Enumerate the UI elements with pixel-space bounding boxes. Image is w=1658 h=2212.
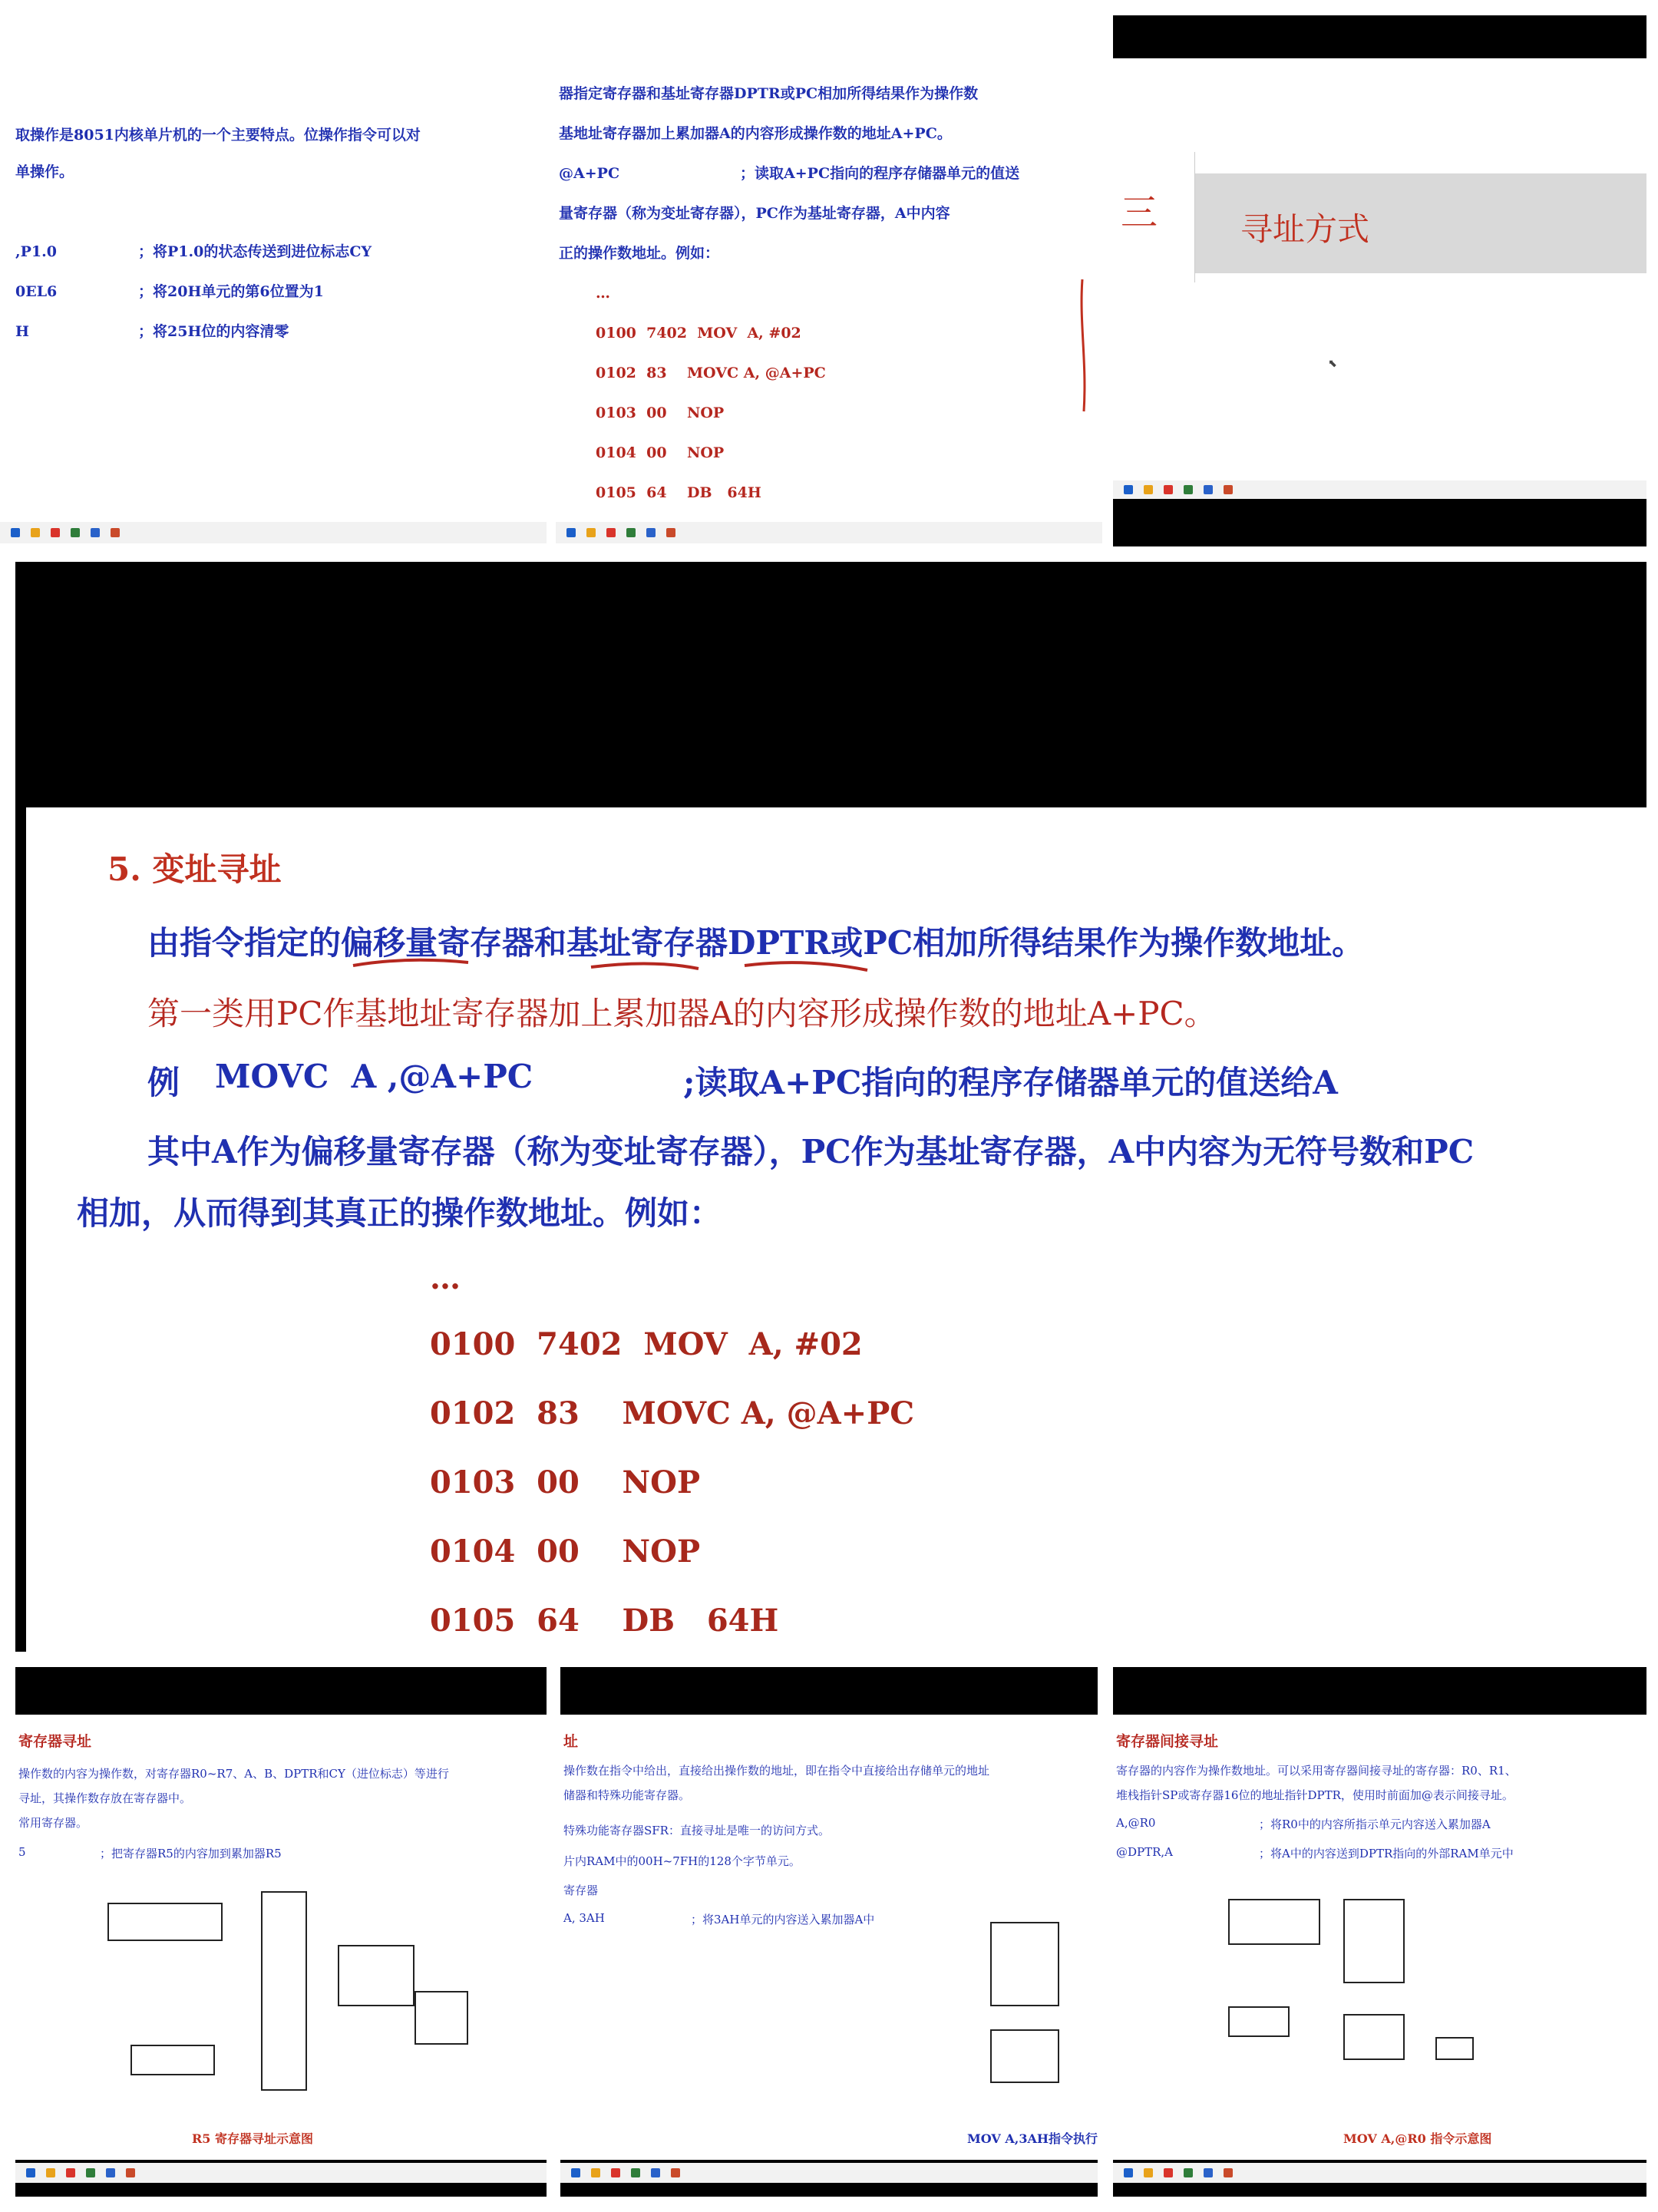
- text-line: ；将25H位的内容清零: [138, 323, 289, 340]
- text-line: @DPTR,A: [1116, 1845, 1174, 1859]
- diagram-box: [261, 1891, 307, 2091]
- example-label: 例: [147, 1064, 180, 1101]
- text-line: A, 3AH: [563, 1911, 605, 1925]
- app-icon[interactable]: [606, 528, 616, 537]
- app-icon[interactable]: [46, 2168, 55, 2177]
- code-line: 0105 64 DB 64H: [430, 1603, 779, 1639]
- app-icon[interactable]: [626, 528, 636, 537]
- app-icon[interactable]: [631, 2168, 640, 2177]
- text-line: 寄存器: [563, 1884, 599, 1897]
- text-line: 5: [18, 1845, 26, 1859]
- app-icon[interactable]: [1204, 485, 1213, 494]
- app-icon[interactable]: [611, 2168, 620, 2177]
- code-line: …: [430, 1260, 461, 1296]
- app-icon[interactable]: [31, 528, 40, 537]
- paragraph: 相加，从而得到其真正的操作数地址。例如：: [77, 1194, 722, 1232]
- slide-area: [1113, 1715, 1646, 2160]
- text-line: ；将P1.0的状态传送到进位标志CY: [138, 243, 372, 260]
- taskbar: [560, 2163, 1098, 2183]
- slide-area: [1113, 58, 1646, 496]
- text-line: ；读取A+PC指向的程序存储器单元的值送: [740, 165, 1020, 182]
- app-icon[interactable]: [1144, 2168, 1153, 2177]
- taskbar: [15, 2163, 547, 2183]
- app-icon[interactable]: [1184, 485, 1193, 494]
- diagram-caption: MOV A,3AH指令执行: [967, 2131, 1098, 2146]
- section-banner: [1113, 173, 1646, 273]
- diagram-box: [414, 1991, 468, 2045]
- app-icon[interactable]: [106, 2168, 115, 2177]
- diagram-box: [990, 1922, 1059, 2006]
- slide-title: 寄存器间接寻址: [1116, 1733, 1219, 1750]
- app-icon[interactable]: [71, 528, 80, 537]
- app-icon[interactable]: [111, 528, 120, 537]
- text-line: 正的操作数地址。例如：: [559, 245, 720, 262]
- text-line: H: [15, 323, 29, 340]
- text-line: 基地址寄存器加上累加器A的内容形成操作数的地址A+PC。: [559, 125, 952, 142]
- section-title: 寻址方式: [1240, 210, 1370, 248]
- cursor-icon: ⬉: [1328, 358, 1337, 370]
- diagram-box: [338, 1945, 414, 2006]
- app-icon[interactable]: [1144, 485, 1153, 494]
- annotation-stroke: [1078, 276, 1093, 414]
- paragraph: 由指令指定的偏移量寄存器和基址寄存器DPTR或PC相加所得结果作为操作数地址。: [147, 924, 1365, 962]
- text-line: 操作数的内容为操作数，对寄存器R0~R7、A、B、DPTR和CY（进位标志）等进行: [18, 1767, 449, 1781]
- diagram-box: [990, 2029, 1059, 2083]
- text-line: 储器和特殊功能寄存器。: [563, 1788, 691, 1802]
- app-icon[interactable]: [1224, 485, 1233, 494]
- text-line: @A+PC: [559, 165, 620, 182]
- thumbnail-indirect-addressing[interactable]: [1113, 1667, 1646, 2197]
- text-line: A,@R0: [1116, 1816, 1156, 1830]
- code-line: 0103 00 NOP: [596, 404, 725, 421]
- app-icon[interactable]: [671, 2168, 680, 2177]
- thumbnail-register-addressing[interactable]: [15, 1667, 547, 2197]
- app-icon[interactable]: [66, 2168, 75, 2177]
- code-line: 0103 00 NOP: [430, 1464, 701, 1501]
- diagram-caption: MOV A,@R0 指令示意图: [1343, 2131, 1492, 2146]
- app-icon[interactable]: [566, 528, 576, 537]
- example-instruction: MOVC A ,@A+PC: [215, 1058, 533, 1095]
- text-line: 0EL6: [15, 283, 58, 300]
- taskbar: [1113, 480, 1646, 499]
- app-icon[interactable]: [586, 528, 596, 537]
- app-icon[interactable]: [86, 2168, 95, 2177]
- diagram-caption: R5 寄存器寻址示意图: [192, 2131, 314, 2146]
- paragraph: 第一类用PC作基地址寄存器加上累加器A的内容形成操作数的地址A+PC。: [147, 995, 1217, 1032]
- app-icon[interactable]: [11, 528, 20, 537]
- text-line: 常用寄存器。: [18, 1816, 88, 1830]
- text-line: ,P1.0: [15, 243, 57, 260]
- text-line: ；将20H单元的第6位置为1: [138, 283, 324, 300]
- text-line: 特殊功能寄存器SFR：直接寻址是唯一的访问方式。: [563, 1824, 830, 1837]
- text-line: 器指定寄存器和基址寄存器DPTR或PC相加所得结果作为操作数: [559, 85, 979, 102]
- text-line: 片内RAM中的00H~7FH的128个字节单元。: [563, 1854, 801, 1868]
- code-line: 0100 7402 MOV A, #02: [430, 1326, 863, 1362]
- taskbar: [0, 522, 547, 543]
- thumbnail-section-title[interactable]: [1113, 15, 1646, 546]
- app-icon[interactable]: [591, 2168, 600, 2177]
- code-line: 0100 7402 MOV A, #02: [596, 325, 801, 342]
- app-icon[interactable]: [91, 528, 100, 537]
- text-line: 堆栈指针SP或寄存器16位的地址指针DPTR，使用时前面加@表示间接寻址。: [1116, 1788, 1514, 1802]
- text-line: 单操作。: [15, 163, 74, 180]
- section-number: 三: [1121, 191, 1158, 234]
- slide-title: 寄存器寻址: [18, 1733, 92, 1750]
- diagram-box: [1228, 1899, 1320, 1945]
- text-line: ；将3AH单元的内容送入累加器A中: [691, 1913, 875, 1926]
- app-icon[interactable]: [651, 2168, 660, 2177]
- text-line: 寄存器的内容作为操作数地址。可以采用寄存器间接寻址的寄存器：R0、R1、: [1116, 1764, 1517, 1778]
- slide-area: [15, 1715, 547, 2160]
- diagram-box: [1343, 1899, 1405, 1983]
- app-icon[interactable]: [1204, 2168, 1213, 2177]
- text-line: 取操作是8051内核单片机的一个主要特点。位操作指令可以对: [15, 127, 421, 144]
- code-line: 0102 83 MOVC A, @A+PC: [430, 1395, 915, 1431]
- example-comment: ;读取A+PC指向的程序存储器单元的值送给A: [683, 1064, 1338, 1101]
- text-line: 操作数在指令中给出，直接给出操作数的地址，即在指令中直接给出存储单元的地址: [563, 1764, 990, 1778]
- code-line: 0104 00 NOP: [430, 1534, 701, 1570]
- app-icon[interactable]: [26, 2168, 35, 2177]
- taskbar: [1113, 2163, 1646, 2183]
- thumbnail-indexed-addressing[interactable]: [556, 0, 1102, 546]
- taskbar: [556, 522, 1102, 543]
- section-number-box: [1113, 152, 1195, 282]
- slide-area: [560, 1715, 1098, 2160]
- app-icon[interactable]: [646, 528, 656, 537]
- diagram-box: [107, 1903, 223, 1941]
- code-line: …: [596, 285, 610, 302]
- diagram-box: [1343, 2014, 1405, 2060]
- annotation-underline: [345, 952, 944, 982]
- app-icon[interactable]: [126, 2168, 135, 2177]
- app-icon[interactable]: [1124, 485, 1133, 494]
- app-icon[interactable]: [571, 2168, 580, 2177]
- app-icon[interactable]: [1184, 2168, 1193, 2177]
- diagram-box: [1435, 2037, 1474, 2060]
- text-line: ；将A中的内容送到DPTR指向的外部RAM单元中: [1259, 1847, 1514, 1860]
- code-line: 0105 64 DB 64H: [596, 484, 761, 501]
- diagram-box: [130, 2045, 215, 2075]
- text-line: ；将R0中的内容所指示单元内容送入累加器A: [1259, 1817, 1491, 1831]
- app-icon[interactable]: [1164, 485, 1173, 494]
- thumbnail-direct-addressing[interactable]: [560, 1667, 1098, 2197]
- app-icon[interactable]: [1124, 2168, 1133, 2177]
- text-line: 量寄存器（称为变址寄存器），PC作为基址寄存器，A中内容: [559, 205, 950, 222]
- paragraph: 其中A作为偏移量寄存器（称为变址寄存器），PC作为基址寄存器，A中内容为无符号数和PC: [147, 1133, 1475, 1170]
- page-title: 5. 变址寻址: [107, 850, 282, 888]
- app-icon[interactable]: [51, 528, 60, 537]
- thumbnail-bit-addressing[interactable]: [0, 0, 547, 546]
- slide-title: 址: [563, 1733, 579, 1750]
- code-line: 0104 00 NOP: [596, 444, 725, 461]
- app-icon[interactable]: [666, 528, 675, 537]
- code-line: 0102 83 MOVC A, @A+PC: [596, 365, 826, 381]
- text-line: 寻址，其操作数存放在寄存器中。: [18, 1791, 192, 1805]
- diagram-box: [1228, 2006, 1290, 2037]
- app-icon[interactable]: [1164, 2168, 1173, 2177]
- text-line: ；把寄存器R5的内容加到累加器R5: [100, 1847, 282, 1860]
- app-icon[interactable]: [1224, 2168, 1233, 2177]
